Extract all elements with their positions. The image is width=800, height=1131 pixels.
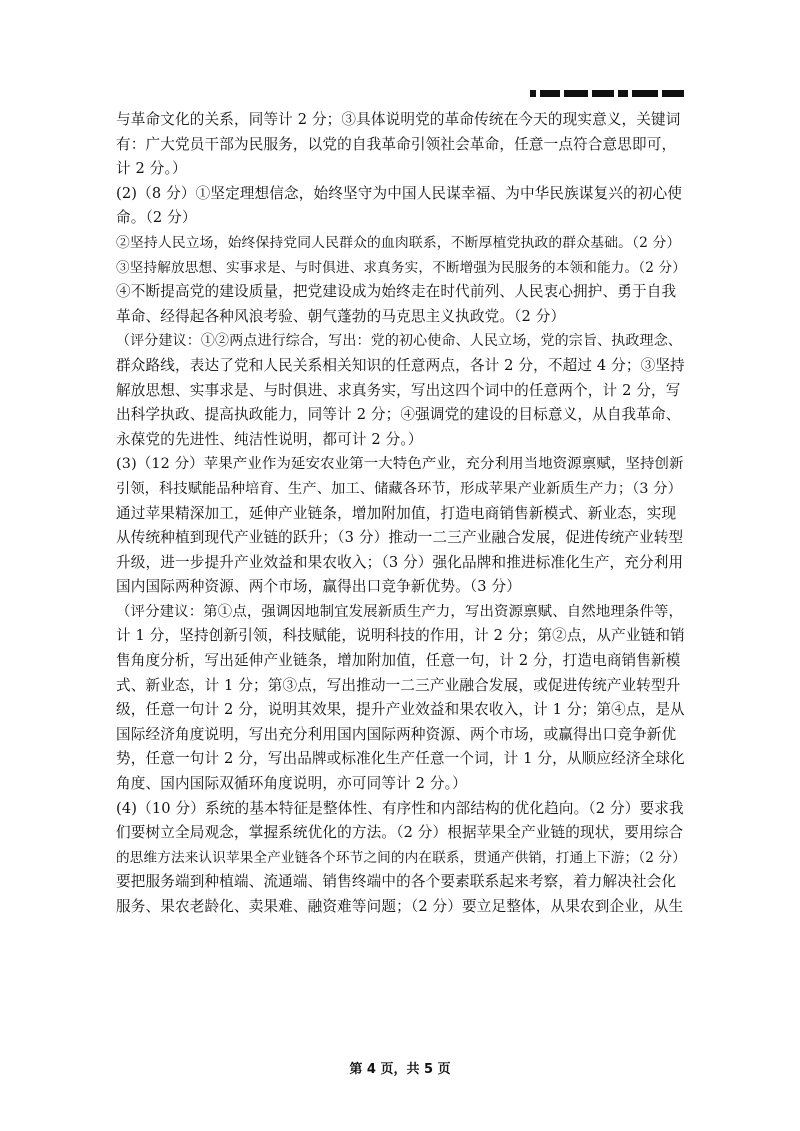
text-line: 国际经济角度说明，写出充分利用国内国际两种资源、两个市场，或赢得出口竞争新优 xyxy=(116,725,677,743)
header-bar-segment xyxy=(632,90,658,97)
text-line: 级，任意一句计 2 分，说明其效果，提升产业效益和果农收入，计 1 分；第④点，是从 xyxy=(116,701,685,719)
text-line: (4)（10 分）系统的基本特征是整体性、有序性和内部结构的优化趋向。（2 分）要求我 xyxy=(116,799,684,817)
text-line: 计 2 分。） xyxy=(116,160,187,178)
answer-text-body xyxy=(116,108,688,920)
text-line: 升级，进一步提升产业效益和果农收入；（3 分）强化品牌和推进标准化生产，充分利用 xyxy=(116,553,684,571)
text-line: 们要树立全局观念，掌握系统优化的方法。（2 分）根据苹果全产业链的现状，要用综合 xyxy=(116,824,684,842)
text-line: 出科学执政、提高执政能力，同等计 2 分；④强调党的建设的目标意义，从自我革命、 xyxy=(116,406,681,424)
text-line: （评分建议：①②两点进行综合，写出：党的初心使命、人民立场，党的宗旨、执政理念、 xyxy=(116,333,682,350)
page-number-footer: 第 4 页，共 5 页 xyxy=(349,1062,451,1077)
text-line: 角度、国内国际双循环角度说明，亦可同等计 2 分。） xyxy=(116,775,467,793)
text-line: 售角度分析，写出延伸产业链条，增加附加值，任意一句，计 2 分，打造电商销售新模 xyxy=(116,652,681,670)
text-line: 与革命文化的关系，同等计 2 分；③具体说明党的革命传统在今天的现实意义，关键词 xyxy=(116,111,681,128)
header-bar-segment xyxy=(592,90,614,97)
header-bar-segment xyxy=(618,90,628,97)
text-line: 国内国际两种资源、两个市场，赢得出口竞争新优势。（3 分） xyxy=(116,578,522,596)
text-line: 的思维方法来认识苹果全产业链各个环节之间的内在联系，贯通产供销，打通上下游；（2 分） xyxy=(116,849,686,866)
header-bar-segment xyxy=(564,90,588,97)
text-line: 计 1 分，坚持创新引领，科技赋能，说明科技的作用，计 2 分；第②点，从产业链和销 xyxy=(116,627,685,645)
text-line: 从传统种植到现代产业链的跃升；（3 分）推动一二三产业融合发展，促进传统产业转型 xyxy=(116,529,684,547)
text-line: 服务、果农老龄化、卖果难、融资难等问题；（2 分）要立足整体，从果农到企业，从生 xyxy=(116,898,684,915)
text-line: （评分建议：第①点，强调因地制宜发展新质生产力，写出资源禀赋、自然地理条件等， xyxy=(116,603,684,620)
text-line: 有：广大党员干部为民服务，以党的自我革命引领社会革命，任意一点符合意思即可， xyxy=(116,135,677,153)
text-line: 引领，科技赋能品种培育、生产、加工、储藏各环节，形成苹果产业新质生产力；（3 分） xyxy=(116,480,682,497)
text-line: (2)（8 分）①坚定理想信念，始终坚守为中国人民谋幸福、为中华民族谋复兴的初心使 xyxy=(116,184,683,202)
text-line: 命。（2 分） xyxy=(116,209,197,227)
header-decoration-bar xyxy=(530,90,688,97)
text-line: 通过苹果精深加工，延伸产业链条，增加附加值，打造电商销售新模式、新业态，实现 xyxy=(116,504,677,522)
text-line: 式、新业态，计 1 分；第③点，写出推动一二三产业融合发展，或促进传统产业转型升 xyxy=(116,676,681,694)
text-line: 永葆党的先进性、纯洁性说明，都可计 2 分。） xyxy=(116,430,423,448)
text-line: 解放思想、实事求是、与时俱进、求真务实，写出这四个词中的任意两个，计 2 分，写 xyxy=(116,381,681,399)
text-line: (3)（12 分）苹果产业作为延安农业第一大特色产业，充分利用当地资源禀赋，坚持创新 xyxy=(116,456,684,473)
header-bar-segment xyxy=(662,90,684,97)
text-line: ③坚持解放思想、实事求是、与时俱进、求真务实，不断增强为民服务的本领和能力。（2 分） xyxy=(116,259,686,276)
text-line: ②坚持人民立场，始终保持党同人民群众的血肉联系，不断厚植党执政的群众基础。（2 分） xyxy=(116,234,681,251)
text-line: 要把服务端到种植端、流通端、销售终端中的各个要素联系起来考察，着力解决社会化 xyxy=(116,873,677,891)
text-line: 势，任意一句计 2 分，写出品牌或标准化生产任意一个词，计 1 分，从顺应经济全球化 xyxy=(116,750,685,768)
text-line: 群众路线，表达了党和人民关系相关知识的任意两点，各计 2 分，不超过 4 分；③坚持 xyxy=(116,356,685,374)
text-line: 革命、经得起各种风浪考验、朝气蓬勃的马克思主义执政党。（2 分） xyxy=(116,307,566,325)
text-line: ④不断提高党的建设质量，把党建设成为始终走在时代前列、人民衷心拥护、勇于自我 xyxy=(116,283,677,301)
header-bar-segment xyxy=(540,90,560,97)
